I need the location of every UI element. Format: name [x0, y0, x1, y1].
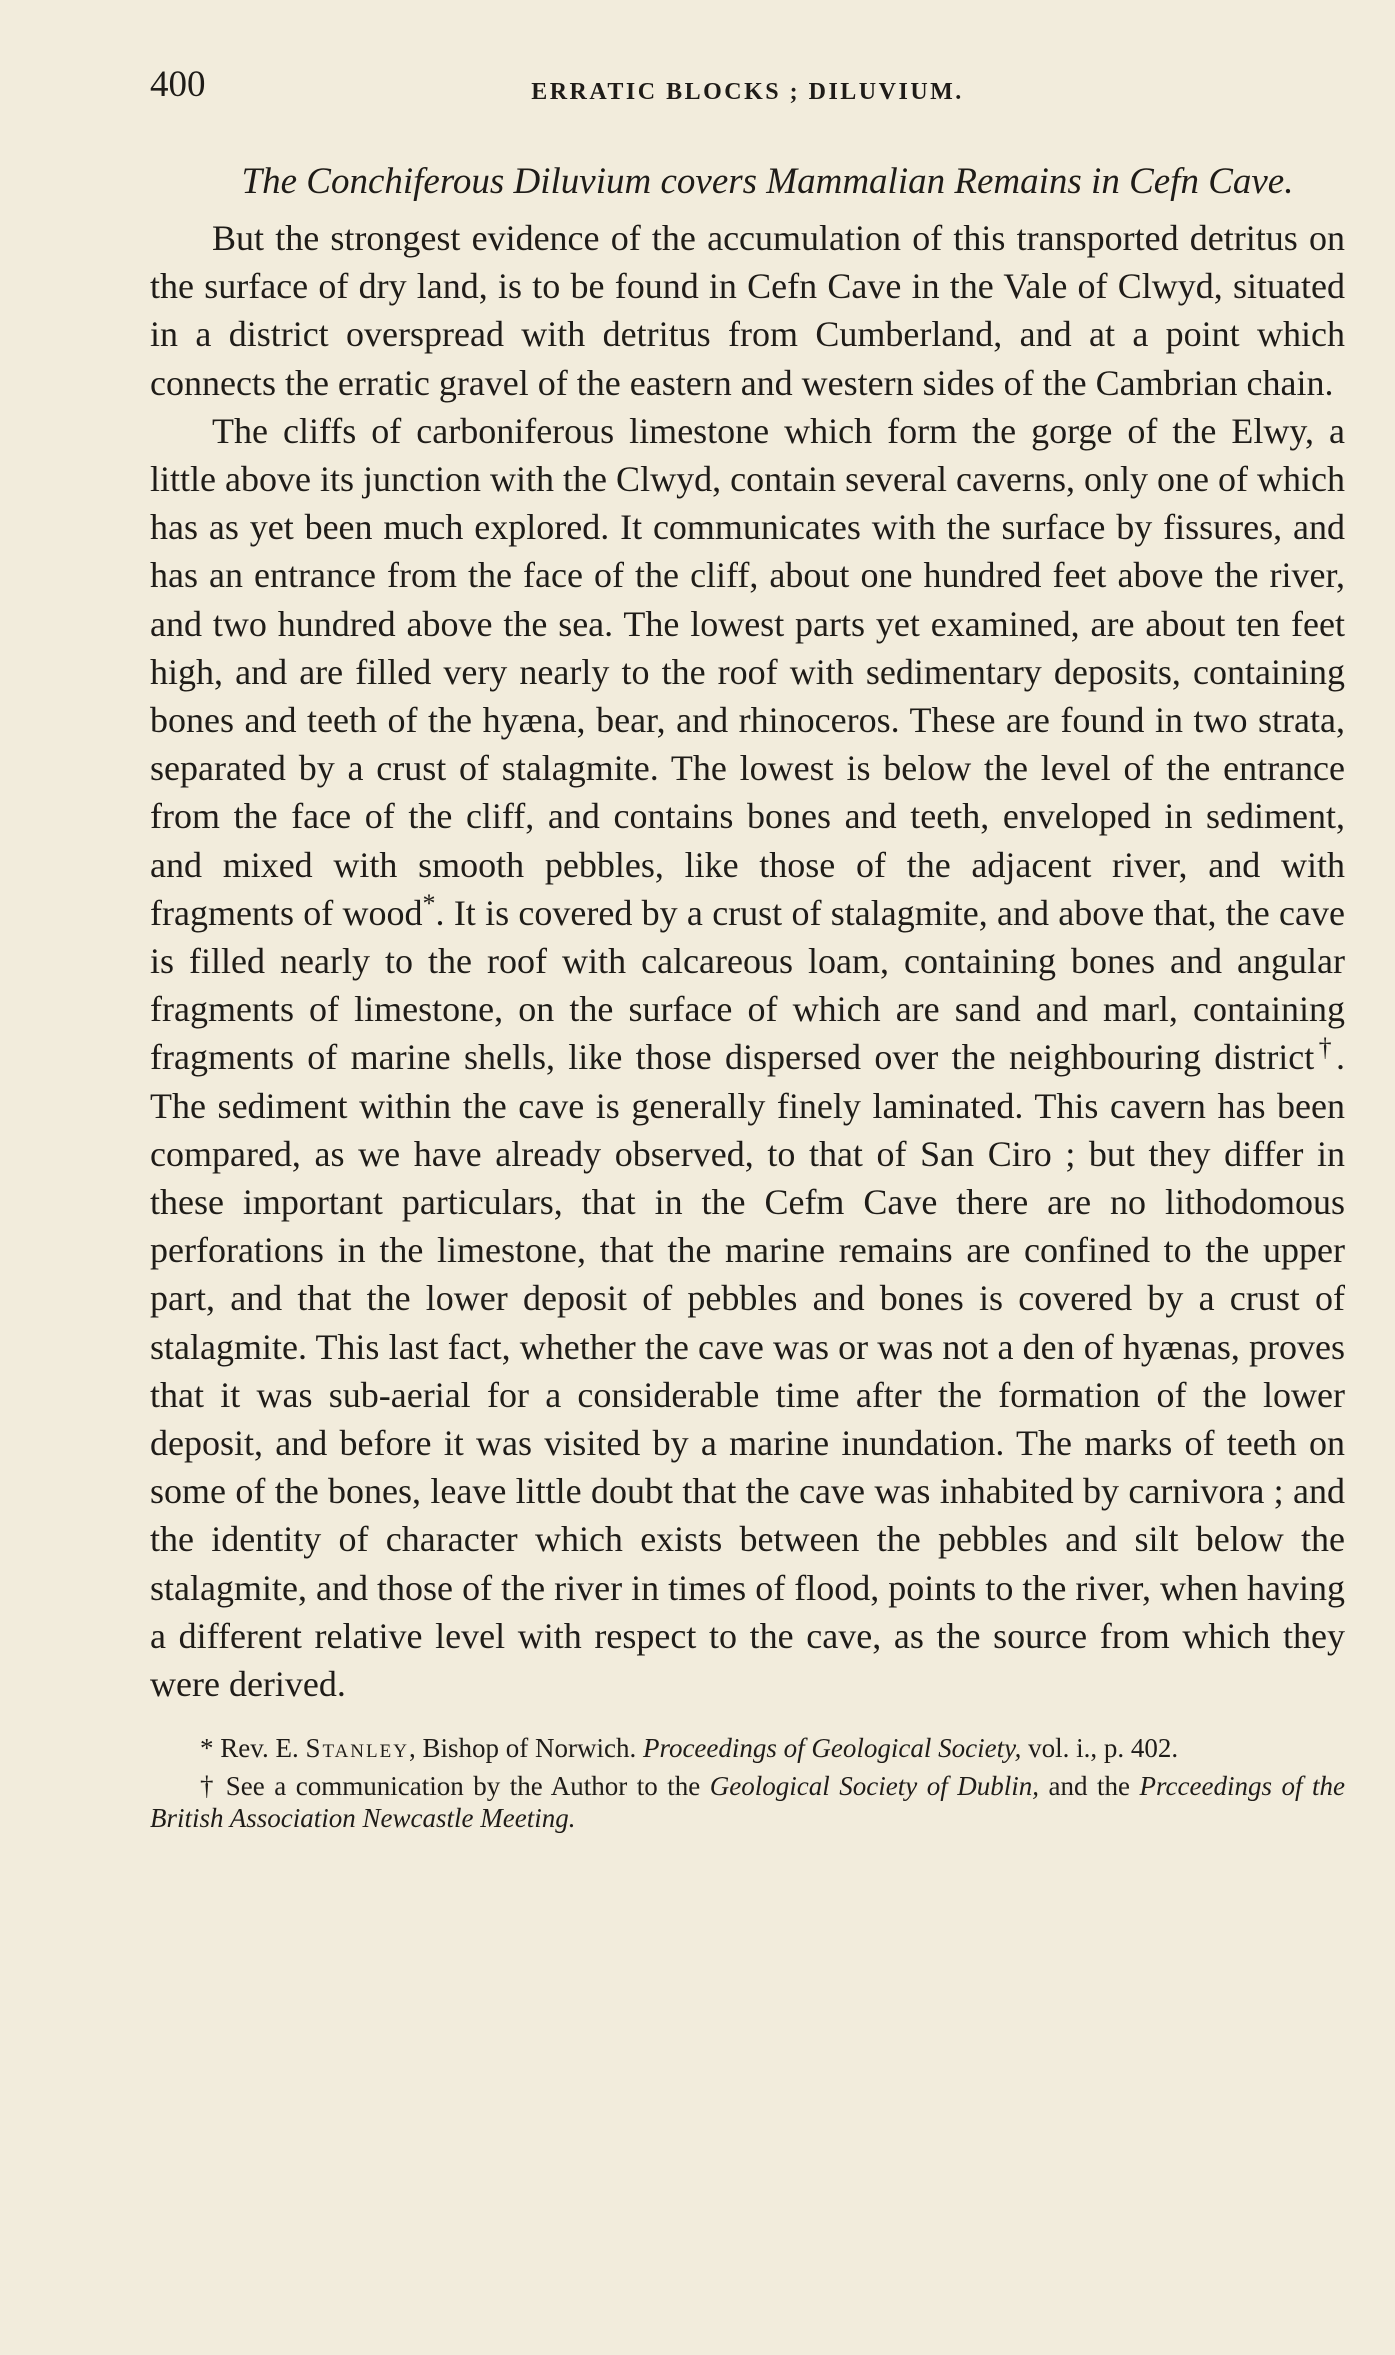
footnote-reference-asterisk: *	[422, 888, 436, 918]
book-page	[150, 60, 1345, 2290]
footnote-1-mark: *	[200, 1733, 214, 1764]
paragraph-2	[150, 407, 1345, 1708]
footnote-1	[150, 1732, 1345, 1764]
paragraph-1: But the strongest evidence of the accumulation of this transported detritus on the surface of dry land, is to be found in Cefn Cave in the Vale of Clwyd, situated in a district overspread with detritus from Cumberland, and at a point which connects the erratic gravel of the eastern and western sides of the Cambrian chain.	[150, 218, 1345, 403]
footnote-2	[150, 1770, 1345, 1834]
page-number: 400	[150, 64, 206, 105]
running-header	[150, 60, 1345, 120]
footnotes	[150, 1732, 1345, 1834]
section-heading: The Conchiferous Diluvium covers Mammalian Remains in Cefn Cave.	[241, 161, 1294, 202]
running-title: ERRATIC BLOCKS ; DILUVIUM.	[531, 79, 964, 105]
footnote-1-author: Stanley	[305, 1733, 409, 1764]
footnote-1-middle: , Bishop of Norwich.	[408, 1733, 637, 1764]
footnote-1-source: Proceedings of Geological Society,	[642, 1733, 1022, 1764]
footnote-reference-dagger: †	[1314, 1033, 1337, 1063]
paragraph-2-part-c: . The sediment within the cave is generally finely laminated. This cavern has been compared, as we have already observed, to that of San Ciro ; but they differ in these important particulars, that in the Cefm Cave there are no lithodomous perforations in the limestone, that the marine remains are confined to the upper part, and that the lower deposit of pebbles and bones is covered by a crust of stalagmite. This last fact, whether the cave was or was not a den of hyænas, proves that it was sub-aerial for a considerable time after the formation of the lower deposit, and before it was visited by a marine inundation. The marks of teeth on some of the bones, leave little doubt that the cave was inhabited by carnivora ; and the identity of character which exists between the pebbles and silt below the stalagmite, and those of the river in times of flood, points to the river, when having a different relative level with respect to the cave, as the source from which they were derived.	[150, 1037, 1346, 1705]
footnote-2-prefix: See a communication by the Author to the	[225, 1771, 701, 1802]
paragraph-2-part-b: . It is covered by a crust of stalagmite, and above that, the cave is filled nearly to the roof with calcareous loam, containing bones and angular fragments of limestone, on the surface of which are sand and marl, containing fragments of marine shells, like those dispersed over the neighbouring district	[150, 892, 1345, 1078]
footnote-1-prefix: Rev. E.	[220, 1733, 299, 1764]
footnote-2-mark: †	[200, 1771, 217, 1802]
footnote-2-source-british-association: Prcceedings of the British Association Newcastle Meeting.	[150, 1771, 1345, 1834]
footnote-2-source-dublin: Geological Society of Dublin,	[709, 1771, 1040, 1802]
paragraph-2-part-a: The cliffs of carboniferous limestone which form the gorge of the Elwy, a little above its junction with the Clwyd, contain several caverns, only one of which has as yet been much explored. It communicates with the surface by fissures, and has an entrance from the face of the cliff, about one hundred feet above the river, and two hundred above the sea. The lowest parts yet examined, are about ten feet high, and are filled very nearly to the roof with sedimentary deposits, containing bones and teeth of the hyæna, bear, and rhinoceros. These are found in two strata, separated by a crust of stalagmite. The lowest is below the level of the entrance from the face of the cliff, and contains bones and teeth, enveloped in sediment, and mixed with smooth pebbles, like those of the adjacent river, and with fragments of wood	[150, 410, 1345, 933]
footnote-2-middle: and the	[1048, 1771, 1131, 1802]
footnote-1-suffix: vol. i., p. 402.	[1028, 1733, 1179, 1764]
body-text	[150, 214, 1345, 1708]
